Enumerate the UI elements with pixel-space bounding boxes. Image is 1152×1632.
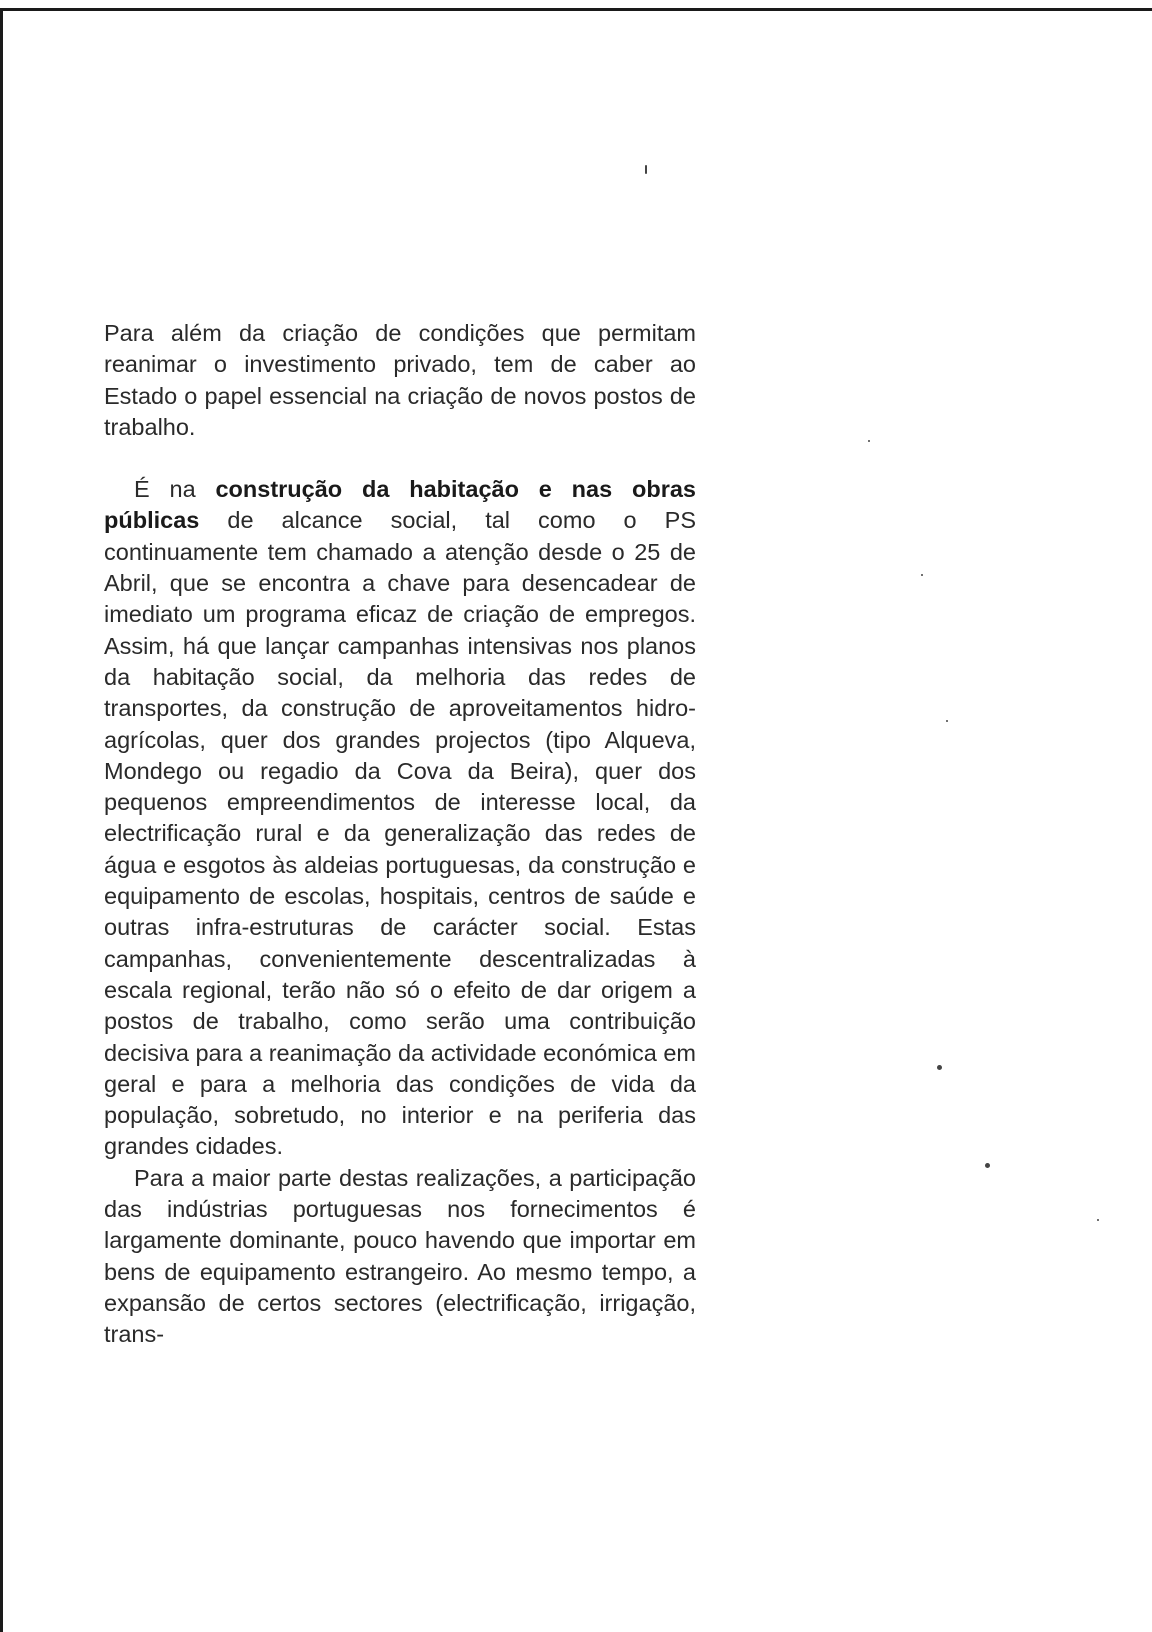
scan-speck <box>985 1163 990 1168</box>
paragraph-2 <box>104 474 696 1163</box>
scan-speck <box>937 1065 942 1070</box>
page-top-border <box>0 8 1152 11</box>
paragraph-3: Para a maior parte destas realizações, a participação das indústrias portuguesas nos fornecimentos é largamente dominante, pouco havendo que importar em bens de equipamento estrangeiro. Ao mesmo tempo, a expansão de certos sectores (electrificação, irrigação, trans- <box>104 1164 696 1348</box>
paragraph-2-lead: É na <box>134 476 216 503</box>
page-left-border <box>0 8 3 1632</box>
scan-speck <box>645 165 647 174</box>
paragraph-1: Para além da criação de condições que permitam reanimar o investimento privado, tem de caber ao Estado o papel essencial na criação de novos postos de trabalho. <box>104 320 696 440</box>
scan-speck <box>1097 1219 1099 1221</box>
body-text-column <box>104 318 696 1351</box>
paragraph-2-bold-phrase: construção da habitação e nas obras públicas <box>104 476 696 534</box>
scan-speck <box>946 720 948 722</box>
scan-speck <box>868 440 870 442</box>
scan-speck <box>921 574 923 576</box>
paragraph-2-rest: de alcance social, tal como o PS continuamente tem chamado a atenção desde o 25 de Abril, que se encontra a chave para desencadear de imediato um programa eficaz de criação de empregos. Assim, há que lançar campanhas intensivas nos planos da habitação social, da melhoria das redes de transportes, da construção de aproveitamentos hidro-agrícolas, quer dos grandes projectos (tipo Alqueva, Mondego ou regadio da Cova da Beira), quer dos pequenos empreendimentos de interesse local, da electrificação rural e da generalização das redes de água e esgotos às aldeias portuguesas, da construção e equipamento de escolas, hospitais, centros de saúde e outras infra-estruturas de carácter social. Estas campanhas, convenientemente descentralizadas à escala regional, terão não só o efeito de dar origem a postos de trabalho, como serão uma contribuição decisiva para a reanimação da actividade económica em geral e para a melhoria das condições de vida da população, sobretudo, no interior e na periferia das grandes cidades. <box>104 507 696 1160</box>
